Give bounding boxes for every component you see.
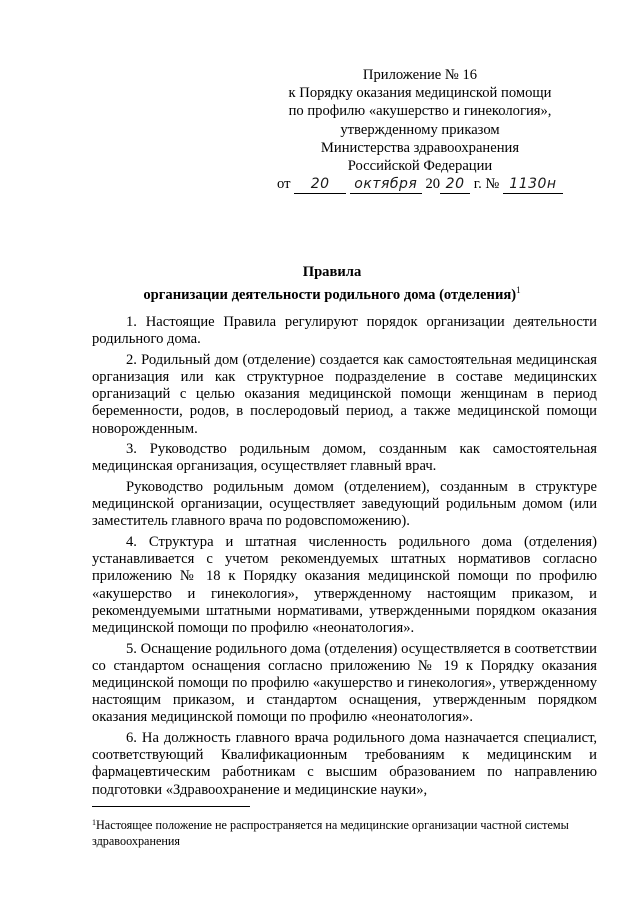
handwritten-order-number: 1130н xyxy=(503,175,563,194)
appendix-ref-line: утвержденному приказом xyxy=(340,121,500,138)
paragraph: Руководство родильным домом (отделением), созданным в структуре медицинской организации, осуществляет заведующий родильным домом (или заместитель главного врача по родовспоможению). xyxy=(92,479,597,530)
appendix-number: Приложение № 16 xyxy=(362,67,478,83)
appendix-header xyxy=(270,66,570,194)
paragraph: 6. На должность главного врача родильного дома назначается специалист, соответствующий Квалификационным требованиям к медицинским и фармацевтическим работникам с высшим образованием по направлению подготовки «Здравоохранение и медицинские науки», xyxy=(92,730,597,798)
paragraph: 1. Настоящие Правила регулируют порядок организации деятельности родильного дома. xyxy=(92,314,597,348)
paragraph: 3. Руководство родильным домом, созданным как самостоятельная медицинская организация, осуществляет главный врач. xyxy=(92,441,597,475)
handwritten-month: октября xyxy=(350,175,422,194)
document-title: Правила xyxy=(302,264,362,280)
appendix-ref-line: к Порядку оказания медицинской помощи xyxy=(288,85,552,102)
paragraph: 4. Структура и штатная численность родильного дома (отделения) устанавливается с учетом рекомендуемых штатных нормативов согласно приложению № 18 к Порядку оказания медицинской помощи по профилю «акушерство и гинекология», утвержденному настоящим приказом, и рекомендуемыми штатными нормативами, утвержденными порядком оказания медицинской помощи по профилю «неонатология». xyxy=(92,534,597,637)
appendix-ref-line: Российской Федерации xyxy=(347,158,493,175)
footnote xyxy=(92,815,592,849)
from-label: от xyxy=(277,176,291,193)
document-subtitle xyxy=(12,281,640,305)
document-body xyxy=(92,314,597,802)
order-date-number xyxy=(270,175,570,194)
paragraph: 5. Оснащение родильного дома (отделения) осуществляется в соответствии со стандартом оснащения согласно приложению № 19 к Порядку оказания медицинской помощи по профилю «акушерство и гинекология», утвержденному настоящим приказом, и стандартом оснащения, утвержденным порядком оказания медицинской помощи по профилю «неонатология». xyxy=(92,640,597,726)
footnote-reference: 1 xyxy=(516,285,521,295)
footnote-mark: 1 xyxy=(92,818,96,827)
appendix-ref-line: по профилю «акушерство и гинекология», xyxy=(288,103,552,120)
year-number-label: г. № xyxy=(473,176,500,193)
subtitle-text: организации деятельности родильного дома (отделения) xyxy=(143,287,517,303)
year-prefix: 20 xyxy=(425,176,441,193)
paragraph: 2. Родильный дом (отделение) создается как самостоятельная медицинская организация или как структурное подразделение в составе медицинских организаций с целью оказания медицинской помощи женщинам в период беременности, родов, в послеродовый период, а также медицинской помощи новорожденным. xyxy=(92,351,597,437)
handwritten-day: 20 xyxy=(294,175,346,194)
handwritten-year: 20 xyxy=(440,175,470,194)
appendix-ref-line: Министерства здравоохранения xyxy=(320,139,520,156)
footnote-text: Настоящее положение не распространяется на медицинские организации частной системы здравоохранения xyxy=(92,818,569,848)
footnote-divider xyxy=(92,806,250,807)
